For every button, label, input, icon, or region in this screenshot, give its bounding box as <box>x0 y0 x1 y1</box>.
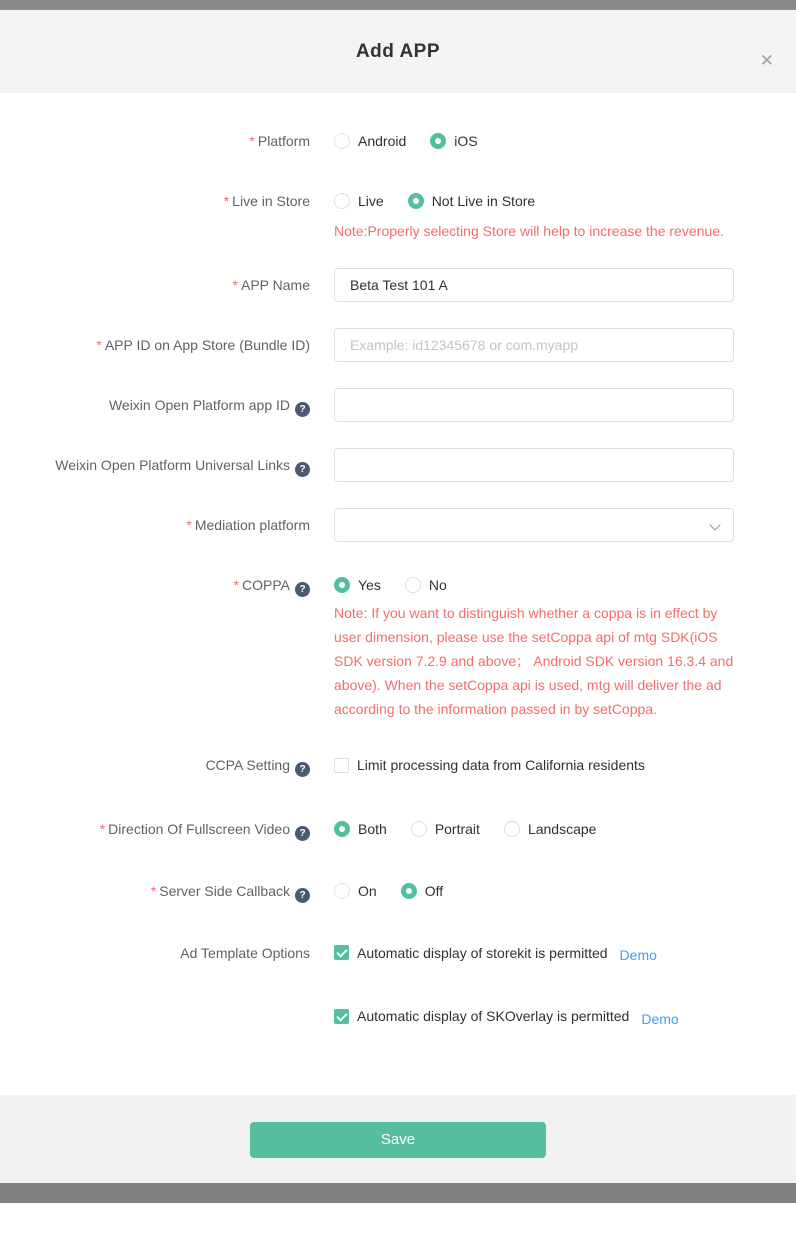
platform-radio-group <box>334 131 734 151</box>
required-asterisk: * <box>233 577 240 593</box>
weixin-universal-links-control <box>334 448 734 482</box>
radio-coppa-no-label: No <box>428 577 447 593</box>
radio-landscape-label: Landscape <box>527 820 597 837</box>
radio-not-live-label: Not Live in Store <box>431 193 536 209</box>
modal-header <box>0 10 796 93</box>
server-callback-label <box>0 881 310 903</box>
storekit-demo-link[interactable]: Demo <box>619 947 657 963</box>
radio-off-label: Off <box>424 882 444 899</box>
weixin-app-id-input[interactable] <box>334 388 734 422</box>
radio-unselected-icon[interactable] <box>411 821 427 837</box>
top-window-bar <box>0 0 796 10</box>
radio-landscape[interactable] <box>504 819 597 839</box>
ad-template-label-text: Ad Template Options <box>180 944 310 961</box>
ad-template-skoverlay-control <box>334 1006 734 1030</box>
radio-on-label: On <box>358 882 377 899</box>
coppa-label <box>0 575 310 597</box>
required-asterisk: * <box>99 820 106 837</box>
form-row-direction <box>0 819 796 841</box>
radio-not-live[interactable] <box>408 191 536 211</box>
radio-unselected-icon[interactable] <box>334 193 350 209</box>
storekit-checkbox-label: Automatic display of storekit is permitted <box>357 944 608 961</box>
weixin-app-id-label <box>0 388 310 417</box>
form-row-ccpa <box>0 755 796 779</box>
weixin-universal-links-label-text: Weixin Open Platform Universal Links <box>55 457 290 473</box>
required-asterisk: * <box>186 517 192 533</box>
modal-body <box>0 93 796 1030</box>
modal-title: Add APP <box>355 40 441 62</box>
weixin-universal-links-label <box>0 448 310 477</box>
radio-android-label: Android <box>358 133 407 149</box>
checkbox-checked-icon[interactable] <box>334 945 349 960</box>
form-row-ad-template-skoverlay <box>0 1006 796 1030</box>
radio-coppa-yes-label: Yes <box>358 577 381 593</box>
weixin-app-id-control <box>334 388 734 422</box>
required-asterisk: * <box>223 193 230 209</box>
radio-on[interactable] <box>334 881 377 901</box>
help-icon[interactable]: ? <box>295 826 310 841</box>
ccpa-checkbox-label: Limit processing data from California residents <box>357 757 645 773</box>
help-icon[interactable]: ? <box>295 582 310 597</box>
app-name-label-text: APP Name <box>241 277 310 293</box>
form-row-coppa <box>0 575 796 721</box>
required-asterisk: * <box>96 337 102 353</box>
radio-ios-label: iOS <box>454 133 478 149</box>
server-callback-label-text: Server Side Callback <box>159 882 290 899</box>
radio-unselected-icon[interactable] <box>405 577 421 593</box>
radio-selected-icon[interactable] <box>408 193 424 209</box>
help-icon[interactable]: ? <box>295 762 310 777</box>
bundle-id-input[interactable] <box>334 328 734 362</box>
form-row-bundle-id <box>0 328 796 362</box>
store-note-text: Note:Properly selecting Store will help to increase the revenue. <box>334 223 724 239</box>
mediation-platform-select[interactable] <box>334 508 734 542</box>
ad-template-label <box>0 943 310 963</box>
radio-coppa-yes[interactable] <box>334 575 381 595</box>
platform-label <box>0 131 310 151</box>
help-icon[interactable]: ? <box>295 402 310 417</box>
checkbox-checked-icon[interactable] <box>334 1009 349 1024</box>
skoverlay-demo-link[interactable]: Demo <box>641 1010 679 1027</box>
skoverlay-checkbox-label: Automatic display of SKOverlay is permitted <box>357 1008 630 1024</box>
radio-selected-icon[interactable] <box>401 883 417 899</box>
direction-label-text: Direction Of Fullscreen Video <box>108 820 290 837</box>
ccpa-label <box>0 755 310 777</box>
coppa-radio-group <box>334 575 734 595</box>
bundle-id-control <box>334 328 734 362</box>
radio-ios[interactable] <box>430 131 477 151</box>
server-callback-radio-group <box>334 881 734 901</box>
chevron-down-icon <box>709 519 720 530</box>
bundle-id-label-text: APP ID on App Store (Bundle ID) <box>104 337 310 353</box>
radio-coppa-no[interactable] <box>405 575 447 595</box>
checkbox-unchecked-icon[interactable] <box>334 758 349 773</box>
bundle-id-label <box>0 328 310 355</box>
radio-unselected-icon[interactable] <box>334 883 350 899</box>
radio-android[interactable] <box>334 131 406 151</box>
ad-template-storekit-control <box>334 943 734 967</box>
form-row-platform <box>0 131 796 151</box>
radio-both[interactable] <box>334 819 387 839</box>
mediation-platform-label-text: Mediation platform <box>194 517 310 533</box>
form-row-ad-template-storekit <box>0 943 796 967</box>
weixin-app-id-label-text: Weixin Open Platform app ID <box>108 397 290 413</box>
ccpa-control <box>334 755 734 779</box>
required-asterisk: * <box>232 277 238 293</box>
bottom-window-bar <box>0 1183 796 1203</box>
coppa-label-text: COPPA <box>242 577 290 593</box>
app-name-control <box>334 268 734 302</box>
storekit-checkbox[interactable] <box>334 943 608 963</box>
platform-label-text: Platform <box>257 133 310 149</box>
radio-unselected-icon[interactable] <box>334 133 350 149</box>
app-name-input[interactable] <box>334 268 734 302</box>
direction-radio-group <box>334 819 734 839</box>
help-icon[interactable]: ? <box>295 462 310 477</box>
form-row-mediation-platform <box>0 508 796 542</box>
radio-live-label: Live <box>358 193 384 209</box>
modal-footer <box>0 1095 796 1183</box>
form-row-app-name <box>0 268 796 302</box>
radio-off[interactable] <box>401 881 443 901</box>
ccpa-label-text: CCPA Setting <box>205 757 290 773</box>
live-in-store-label <box>0 191 310 211</box>
weixin-universal-links-input[interactable] <box>334 448 734 482</box>
live-in-store-radio-group <box>334 191 734 211</box>
radio-selected-icon[interactable] <box>430 133 446 149</box>
close-icon[interactable]: ✕ <box>759 51 774 70</box>
live-in-store-control <box>334 191 734 243</box>
mediation-platform-label <box>0 508 310 535</box>
radio-portrait[interactable] <box>411 819 480 839</box>
radio-both-label: Both <box>358 820 387 837</box>
form-row-server-callback <box>0 881 796 903</box>
radio-unselected-icon[interactable] <box>504 821 520 837</box>
radio-selected-icon[interactable] <box>334 821 350 837</box>
radio-portrait-label: Portrait <box>434 820 480 837</box>
ccpa-checkbox[interactable] <box>334 755 645 775</box>
coppa-note-text: Note: If you want to distinguish whether a coppa is in effect by user dimension, please use the setCoppa api of mtg SDK(iOS SDK version 7.2.9 and above； Android SDK version 16.3.4 and above). When the setCoppa api is used, mtg will deliver the ad according to the information passed in by setCoppa. <box>334 605 734 717</box>
radio-selected-icon[interactable] <box>334 577 350 593</box>
form-row-live-in-store <box>0 191 796 243</box>
form-row-weixin-universal-links <box>0 448 796 482</box>
required-asterisk: * <box>249 133 255 149</box>
direction-label <box>0 819 310 841</box>
save-button[interactable]: Save <box>250 1122 546 1158</box>
skoverlay-checkbox[interactable] <box>334 1006 629 1026</box>
app-name-label <box>0 268 310 295</box>
coppa-control <box>334 575 734 721</box>
help-icon[interactable]: ? <box>295 888 310 903</box>
radio-live[interactable] <box>334 191 384 211</box>
live-in-store-label-text: Live in Store <box>232 193 310 209</box>
mediation-platform-control <box>334 508 734 542</box>
form-row-weixin-app-id <box>0 388 796 422</box>
required-asterisk: * <box>150 882 157 899</box>
